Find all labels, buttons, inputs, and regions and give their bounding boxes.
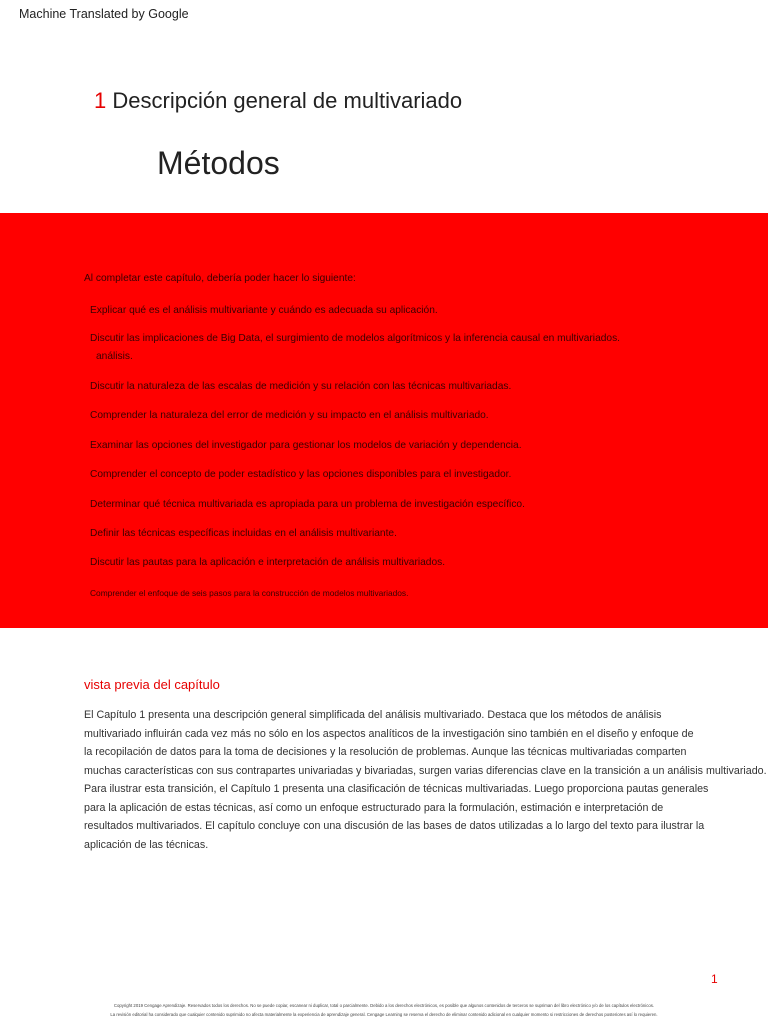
objective-item [90,466,511,484]
objective-text: Comprender la naturaleza del error de medición y su impacto en el análisis multivariado. [90,410,489,421]
objective-text: Comprender el enfoque de seis pasos para la construcción de modelos multivariados. [90,588,409,598]
objective-continuation: análisis. [96,351,133,362]
preview-line: Para ilustrar esta transición, el Capítulo 1 presenta una clasificación de técnicas multivariadas. Luego proporciona pautas generales [84,783,709,795]
preview-line: El Capítulo 1 presenta una descripción general simplificada del análisis multivariado. Destaca que los métodos de análisis [84,709,662,721]
objective-text: Discutir las implicaciones de Big Data, el surgimiento de modelos algorítmicos y la inferencia causal en multivariados. [90,333,620,344]
objective-item [90,584,408,602]
chapter-number: 1 [94,88,107,113]
objectives-intro: Al completar este capítulo, debería poder hacer lo siguiente: [84,273,356,284]
objective-text: Discutir las pautas para la aplicación e interpretación de análisis multivariados. [90,557,446,568]
chapter-preview-heading: vista previa del capítulo [84,677,220,692]
preview-line: muchas características con sus contrapartes univariadas y bivariadas, surgen varias diferencias clave en la transición a un análisis multivariado. [84,764,767,777]
copyright-notice: Copyright 2019 Cengage Aprendizaje. Reservados todos los derechos. No se puede copiar, escanear ni duplicar, total o parcialmente. Debido a los derechos electrónicos, es posible que algunos contenidos de terceros se supriman del libro electrónico y/o de los capítulos electrónicos. [113,1003,655,1008]
objective-item [90,525,397,543]
objective-item [90,554,445,572]
objective-item [90,437,522,455]
chapter-preview-body [84,706,768,854]
chapter-subtitle: Métodos [157,145,280,181]
objective-text: Discutir la naturaleza de las escalas de medición y su relación con las técnicas multivariadas. [90,381,512,392]
objective-text: Definir las técnicas específicas incluidas en el análisis multivariante. [90,528,397,539]
objective-item [90,302,438,320]
preview-line: para la aplicación de estas técnicas, así como un enfoque estructurado para la formulación, estimación e interpretación de [84,801,664,814]
objective-text: Explicar qué es el análisis multivariante y cuándo es adecuada su aplicación. [90,305,438,316]
preview-line: la recopilación de datos para la toma de decisiones y la resolución de problemas. Aunque las técnicas multivariadas comparten [84,746,687,758]
machine-translation-banner: Machine Translated by Google [19,7,189,21]
preview-line: aplicación de las técnicas. [84,838,209,851]
objective-text: Comprender el concepto de poder estadístico y las opciones disponibles para el investigador. [90,469,512,480]
chapter-title: Descripción general de multivariado [112,88,463,113]
objective-item [90,378,511,396]
page-number: 1 [711,972,718,986]
learning-objectives-block [0,213,768,628]
objective-text: Examinar las opciones del investigador para gestionar los modelos de variación y dependencia. [90,440,522,451]
preview-line: multivariado influirán cada vez más no sólo en los aspectos analíticos de la investigación sino también en el diseño y enfoque de [84,727,694,740]
objective-item [90,496,525,514]
objective-item [90,330,620,366]
chapter-heading [94,88,462,114]
objective-item [90,407,489,425]
objective-text: Determinar qué técnica multivariada es apropiada para un problema de investigación específico. [90,499,525,510]
preview-line: resultados multivariados. El capítulo concluye con una discusión de las bases de datos utilizadas a lo largo del texto para ilustrar la [84,820,705,832]
copyright-notice: La revisión editorial ha considerado que cualquier contenido suprimido no afecta materialmente la experiencia de aprendizaje general. Cengage Learning se reserva el derecho de eliminar contenido adicional en cualquier momento si restricciones de derechos posteriores así lo requieren. [110,1012,658,1017]
